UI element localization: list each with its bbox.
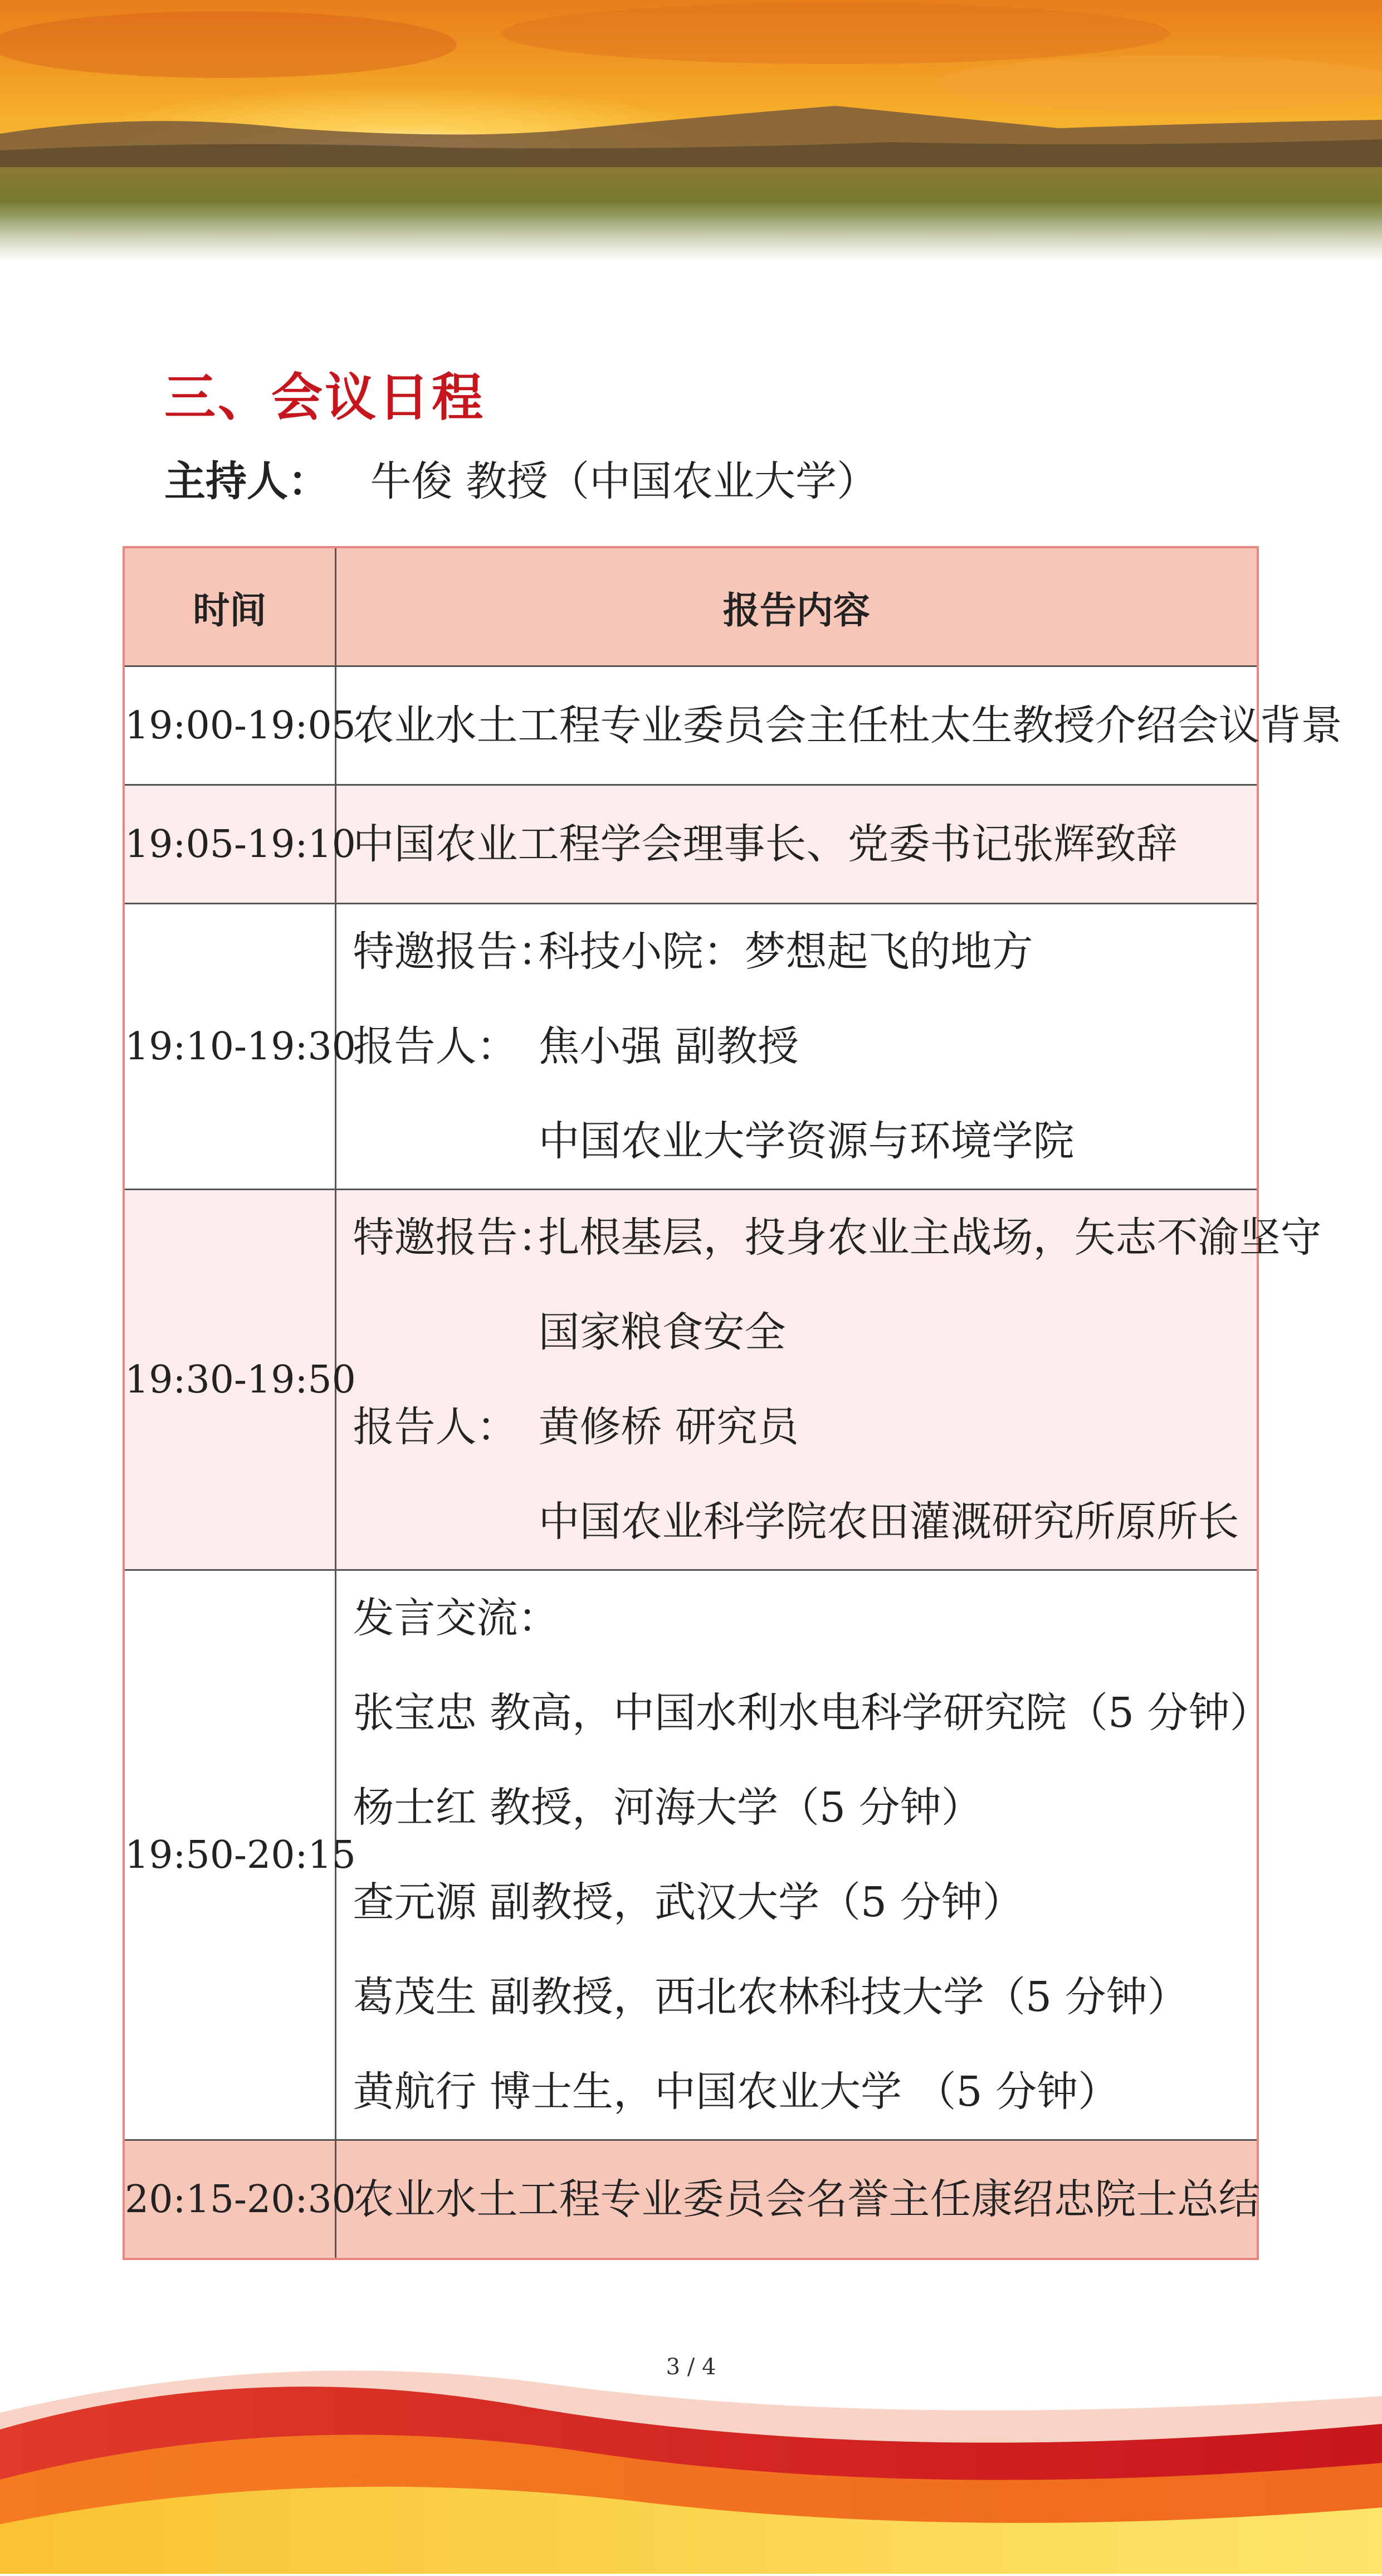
content-cell: [335, 785, 1258, 904]
content-line: 发言交流：: [353, 1594, 559, 1642]
content-cell: [335, 1570, 1271, 2140]
content-cell: [335, 904, 1258, 1190]
page-number: 3 / 4: [666, 2354, 716, 2380]
host-label: 主持人：: [164, 457, 329, 505]
content-line: 查元源 副教授，武汉大学（5 分钟）: [353, 1878, 1024, 1926]
content-cell: [335, 666, 1342, 785]
content-line: 农业水土工程专业委员会名誉主任康绍忠院士总结: [353, 2175, 1260, 2223]
line-text: 科技小院：梦想起飞的地方: [538, 928, 1033, 976]
time-cell: 19:05-19:10: [124, 785, 335, 904]
line-label: 特邀报告：: [353, 928, 559, 976]
content-line: 葛茂生 副教授，西北农林科技大学（5 分钟）: [353, 1973, 1189, 2021]
line-label: 报告人：: [353, 1022, 518, 1070]
line-text: 焦小强 副教授: [538, 1022, 799, 1070]
content-line: 黄航行 博士生，中国农业大学 （5 分钟）: [353, 2068, 1120, 2116]
sunset-field-banner: [0, 0, 1382, 262]
line-text: 扎根基层，投身农业主战场，矢志不渝坚守: [538, 1214, 1322, 1262]
content-line: 中国农业科学院农田灌溉研究所原所长: [538, 1498, 1239, 1546]
content-line: [353, 999, 1246, 1094]
line-label: 报告人：: [353, 1403, 518, 1451]
table-row: [124, 1570, 1258, 2140]
table-row: [124, 785, 1258, 904]
content-cell: [335, 2140, 1258, 2260]
content-line: 中国农业工程学会理事长、党委书记张辉致辞: [353, 820, 1178, 868]
host-value: 牛俊 教授（中国农业大学）: [370, 457, 878, 505]
host-line: [164, 449, 878, 508]
table-row: [124, 904, 1258, 1190]
content-line: [353, 1380, 1246, 1474]
content-line: 杨士红 教授，河海大学（5 分钟）: [353, 1784, 983, 1832]
content-line: 农业水土工程专业委员会主任杜太生教授介绍会议背景: [353, 702, 1342, 749]
table-row: [124, 1190, 1258, 1570]
content-line: 中国农业大学资源与环境学院: [538, 1117, 1075, 1165]
header-time: 时间: [124, 547, 335, 666]
time-cell: 19:10-19:30: [124, 904, 335, 1190]
time-cell: 19:00-19:05: [124, 666, 335, 785]
time-cell: 20:15-20:30: [124, 2140, 335, 2260]
time-cell: 19:30-19:50: [124, 1190, 335, 1570]
time-cell: 19:50-20:15: [124, 1570, 335, 2140]
content-line: 张宝忠 教高，中国水利水电科学研究院（5 分钟）: [353, 1689, 1271, 1737]
line-label: 特邀报告：: [353, 1214, 559, 1262]
content-line: [353, 904, 1246, 999]
line-text: 黄修桥 研究员: [538, 1403, 799, 1451]
content-cell: [335, 1190, 1322, 1570]
table-row: [124, 2140, 1258, 2260]
header-content: 报告内容: [335, 547, 1258, 666]
section-title: 三、会议日程: [164, 368, 486, 427]
content-line: 国家粮食安全: [538, 1308, 786, 1356]
table-header-row: [124, 547, 1258, 666]
schedule-table: [123, 546, 1342, 2260]
content-line: [353, 1190, 1322, 1285]
table-row: [124, 666, 1258, 785]
